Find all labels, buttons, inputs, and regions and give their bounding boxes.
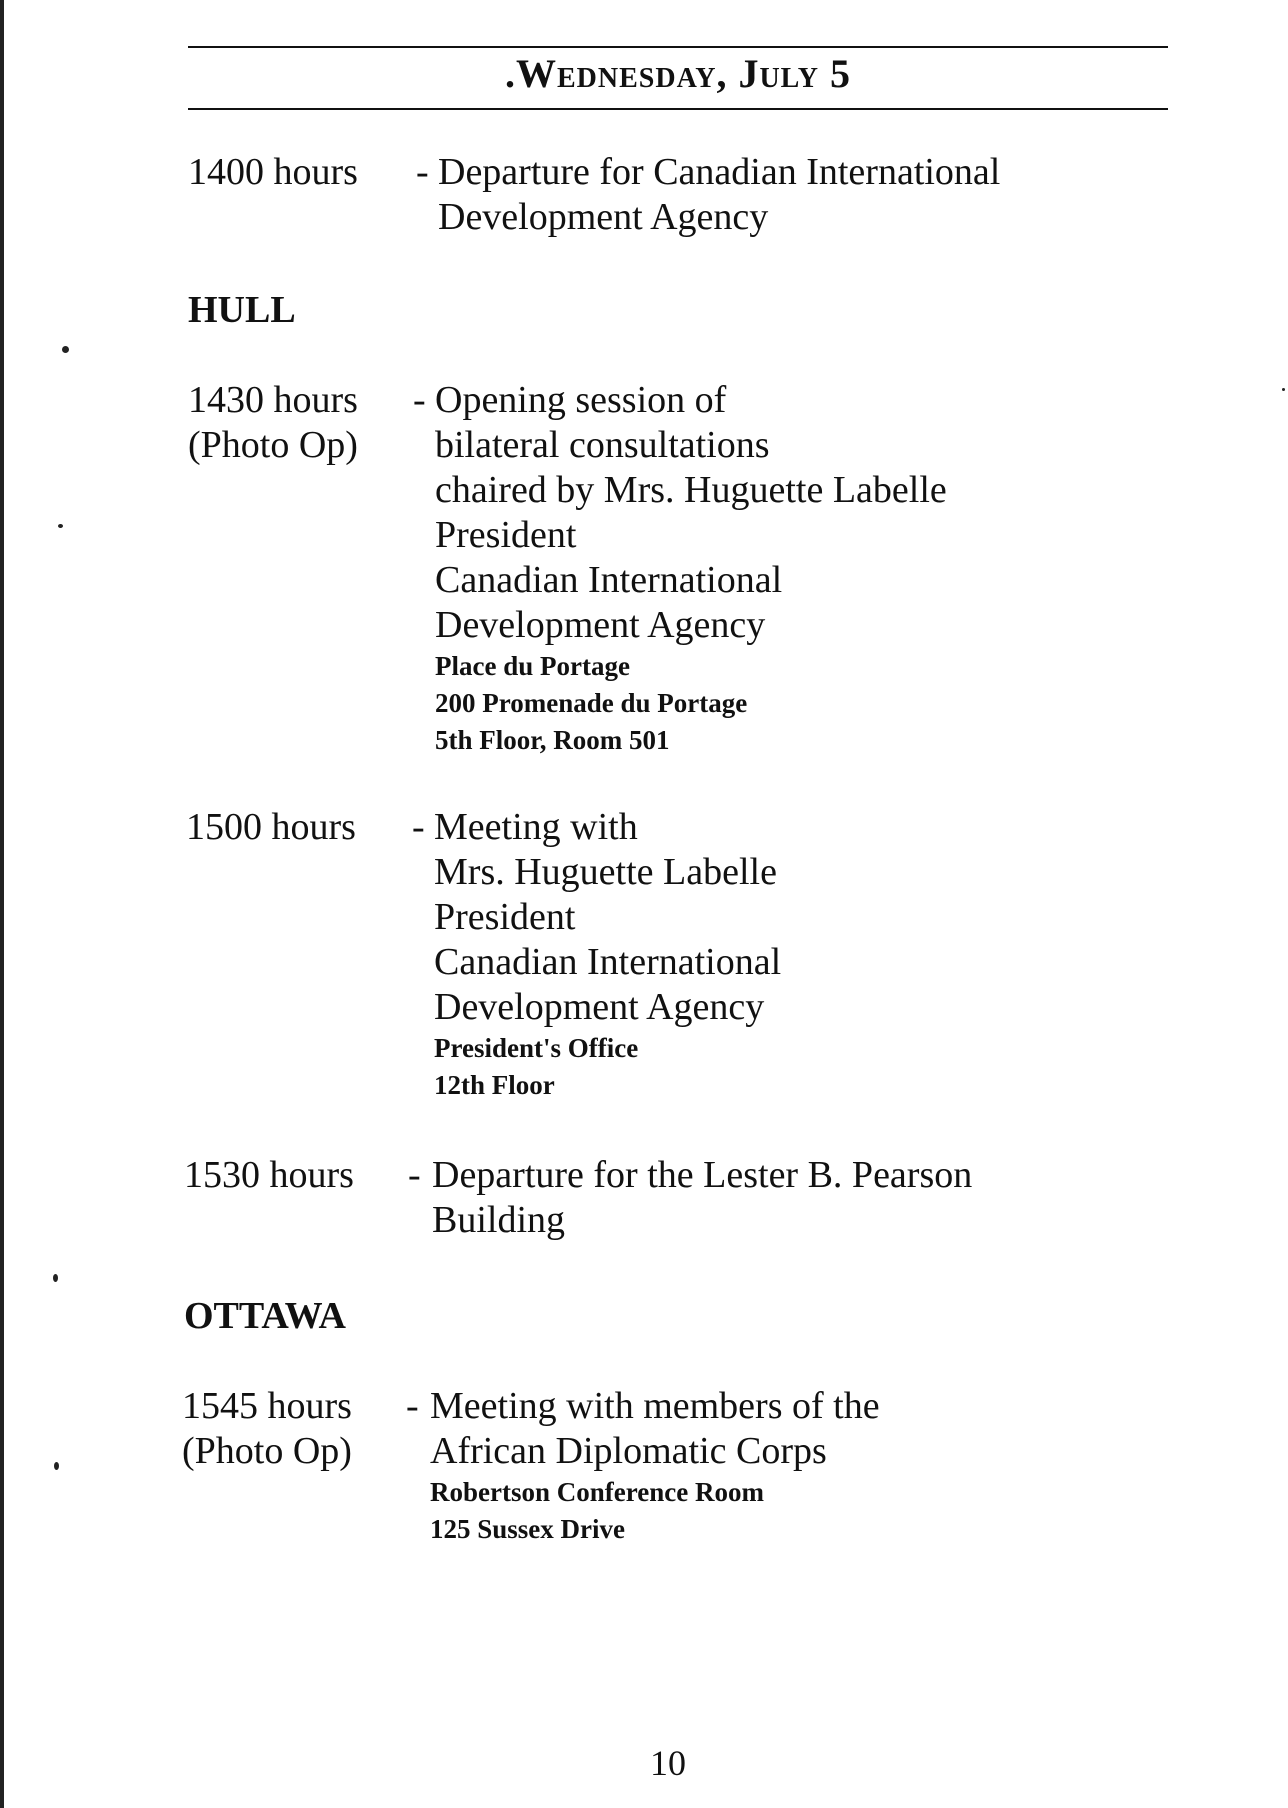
title-underline	[188, 108, 1168, 110]
description-line: Meeting with	[434, 806, 638, 848]
scan-speck	[53, 1274, 58, 1282]
scan-speck	[62, 346, 69, 353]
section-heading-ottawa: OTTAWA	[184, 1295, 346, 1337]
description-line: Departure for Canadian International	[438, 151, 1001, 193]
scan-left-edge	[0, 0, 4, 1808]
top-rule	[188, 46, 1168, 48]
entry-time-value: 1430 hours	[188, 379, 358, 421]
scan-speck	[58, 524, 63, 528]
description-line: President	[435, 514, 577, 556]
entry-time-value: 1545 hours	[182, 1385, 352, 1427]
description-line: Canadian International	[435, 559, 783, 601]
address-line: President's Office	[434, 1033, 639, 1063]
address-line: 125 Sussex Drive	[430, 1514, 625, 1544]
entry-time: 1500 hours	[186, 806, 356, 848]
entry-dash: -	[413, 379, 426, 421]
entry-time	[182, 1384, 352, 1474]
entry-time	[188, 378, 358, 468]
address-line: Robertson Conference Room	[430, 1477, 764, 1507]
scan-speck	[54, 1462, 59, 1470]
address-line: Place du Portage	[435, 651, 630, 681]
address-line: 200 Promenade du Portage	[435, 688, 748, 718]
page-number: 10	[650, 1743, 686, 1783]
entry-dash: -	[408, 1154, 421, 1196]
photo-op-note: (Photo Op)	[182, 1430, 352, 1472]
scan-speck	[1282, 388, 1285, 391]
entry-dash: -	[406, 1385, 419, 1427]
entry-description	[435, 378, 947, 759]
description-line: Mrs. Huguette Labelle	[434, 851, 777, 893]
description-line: bilateral consultations	[435, 424, 770, 466]
description-line: Development Agency	[434, 986, 765, 1028]
section-heading-hull: HULL	[188, 289, 296, 331]
description-line: African Diplomatic Corps	[430, 1430, 827, 1472]
description-line: chaired by Mrs. Huguette Labelle	[435, 469, 947, 511]
entry-description	[432, 1153, 972, 1243]
entry-description	[430, 1384, 880, 1548]
description-line: Development Agency	[438, 196, 769, 238]
description-line: Building	[432, 1199, 566, 1241]
entry-time: 1530 hours	[184, 1154, 354, 1196]
description-line: Canadian International	[434, 941, 782, 983]
photo-op-note: (Photo Op)	[188, 424, 358, 466]
address-line: 12th Floor	[434, 1070, 555, 1100]
description-line: Meeting with members of the	[430, 1385, 880, 1427]
address-line: 5th Floor, Room 501	[435, 725, 670, 755]
description-line: Departure for the Lester B. Pearson	[432, 1154, 973, 1196]
entry-dash: -	[416, 151, 429, 193]
description-line: Opening session of	[435, 379, 727, 421]
entry-time: 1400 hours	[188, 151, 358, 193]
entry-description	[438, 150, 1000, 240]
page-title: .Wednesday, July 5	[504, 51, 851, 96]
description-line: Development Agency	[435, 604, 766, 646]
entry-description	[434, 805, 781, 1104]
entry-dash: -	[412, 806, 425, 848]
description-line: President	[434, 896, 576, 938]
